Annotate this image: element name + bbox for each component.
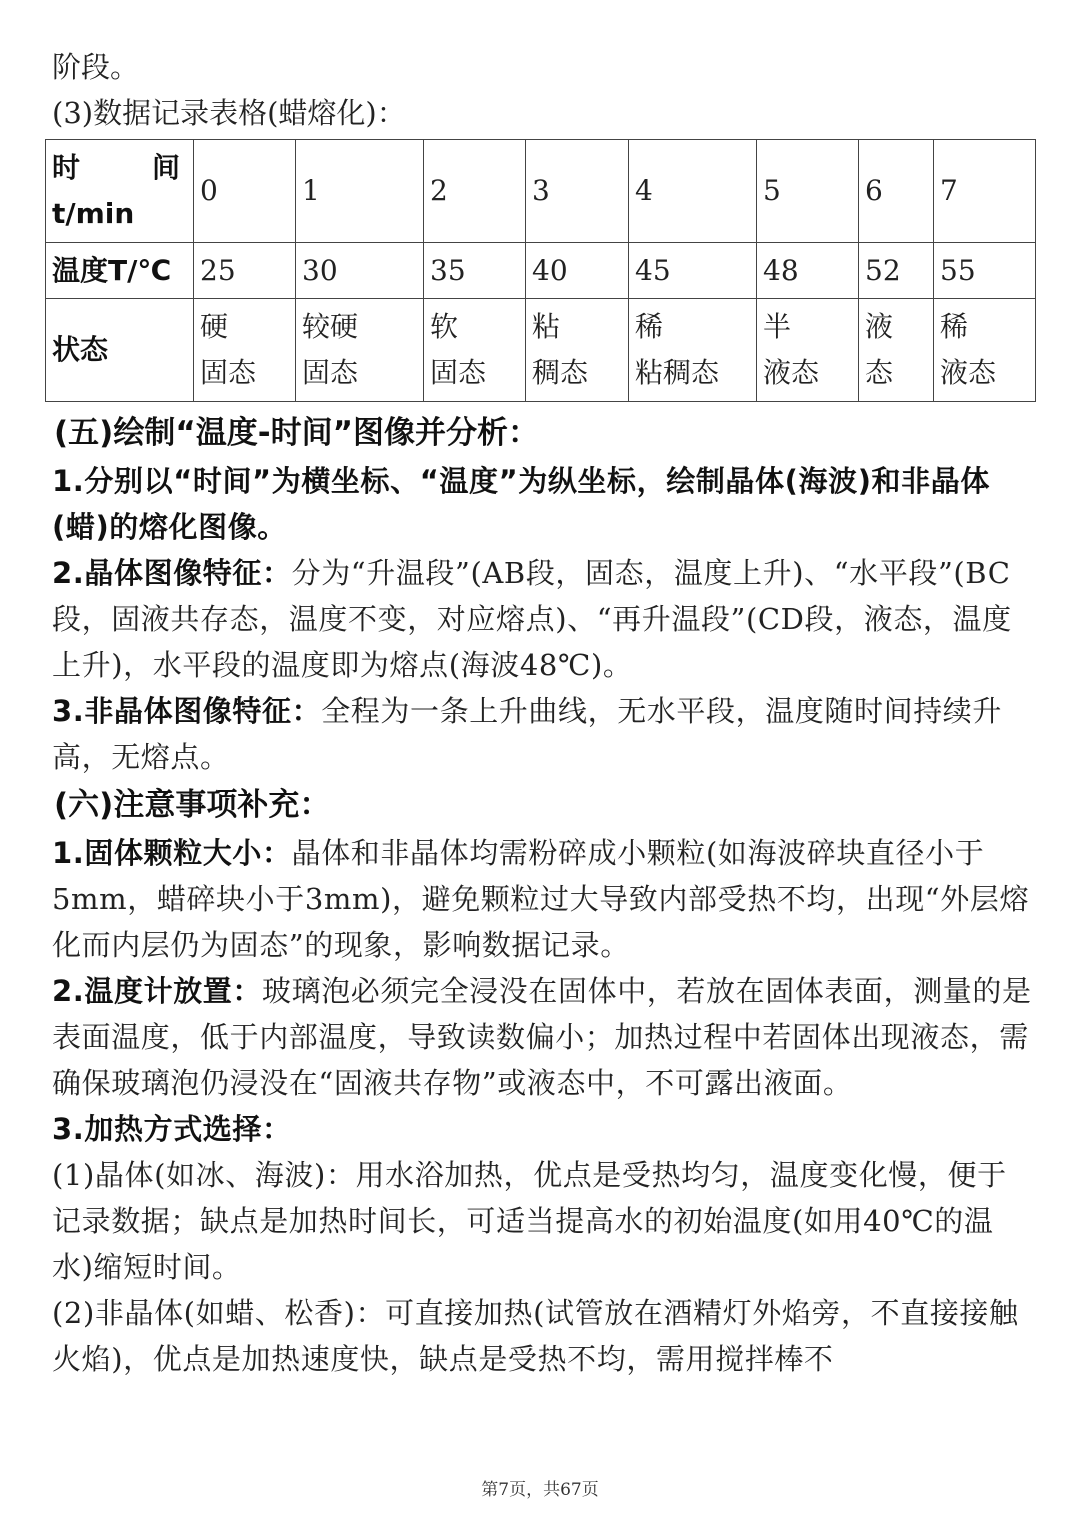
temperature-cell: 45 xyxy=(629,243,757,299)
section-5-title: (五)绘制“温度-时间”图像并分析： xyxy=(54,415,539,451)
time-header-char-2: 间 xyxy=(151,151,180,184)
point-label: 3.非晶体图像特征： xyxy=(52,694,322,728)
state-cell xyxy=(296,299,424,402)
time-cell: 3 xyxy=(526,140,629,243)
state-line-1: 半 xyxy=(763,310,792,343)
state-line-2: 固态 xyxy=(430,356,487,389)
point-text: 晶体和非晶体均需粉碎成小颗粒(如海波碎块直径小于5mm，蜡碎块小于3mm)，避免颗粒过大导致内部受热不均，出现“外层熔化而内层仍为固态”的现象，影响数据记录。 xyxy=(52,836,1030,962)
table-row-temperature xyxy=(46,243,1036,299)
temperature-header-cell: 温度T/℃ xyxy=(46,243,194,299)
state-line-2: 固态 xyxy=(200,356,257,389)
state-line-1: 液 xyxy=(865,310,894,343)
time-cell: 1 xyxy=(296,140,424,243)
point-label: 2.晶体图像特征： xyxy=(52,556,292,590)
state-line-1: 较硬 xyxy=(302,310,359,343)
state-line-1: 稀 xyxy=(940,310,969,343)
temperature-cell: 52 xyxy=(859,243,934,299)
state-header-cell: 状态 xyxy=(46,299,194,402)
state-cell xyxy=(757,299,859,402)
state-line-1: 粘 xyxy=(532,310,561,343)
table-row-state xyxy=(46,299,1036,402)
state-cell xyxy=(859,299,934,402)
state-cell xyxy=(194,299,296,402)
point-label: 1.固体颗粒大小： xyxy=(52,836,292,870)
temperature-cell: 48 xyxy=(757,243,859,299)
temperature-cell: 55 xyxy=(934,243,1036,299)
point-text: 分为“升温段”(AB段，固态，温度上升)、“水平段”(BC段，固液共存态，温度不变，对应熔点)、“再升温段”(CD段，液态，温度上升)，水平段的温度即为熔点(海波48℃)。 xyxy=(52,556,1012,682)
section-5-point-1: 1.分别以“时间”为横坐标、“温度”为纵坐标，绘制晶体(海波)和非晶体(蜡)的熔化图像。 xyxy=(52,464,990,544)
time-header-unit: t/min xyxy=(52,197,135,230)
document-page xyxy=(52,44,1034,1382)
section-6-subpoint-1: (1)晶体(如冰、海波)：用水浴加热，优点是受热均匀，温度变化慢，便于记录数据；缺点是加热时间长，可适当提高水的初始温度(如用40℃的温水)缩短时间。 xyxy=(52,1158,1007,1284)
point-text: 玻璃泡必须完全浸没在固体中，若放在固体表面，测量的是表面温度，低于内部温度，导致读数偏小；加热过程中若固体出现液态，需确保玻璃泡仍浸没在“固液共存物”或液态中，不可露出液面。 xyxy=(52,974,1032,1100)
table-title: (3)数据记录表格(蜡熔化)： xyxy=(52,96,406,130)
state-line-1: 软 xyxy=(430,310,459,343)
section-6-point-2 xyxy=(52,968,1034,1106)
point-text: 全程为一条上升曲线，无水平段，温度随时间持续升高，无熔点。 xyxy=(52,694,1003,774)
page-footer: 第7页，共67页 xyxy=(481,1480,599,1500)
state-line-1: 稀 xyxy=(635,310,664,343)
section-6-subpoint-2: (2)非晶体(如蜡、松香)：可直接加热(试管放在酒精灯外焰旁，不直接接触火焰)，优点是加热速度快，缺点是受热不均，需用搅拌棒不 xyxy=(52,1296,1019,1376)
temperature-cell: 25 xyxy=(194,243,296,299)
time-cell: 2 xyxy=(424,140,526,243)
section-6-point-1 xyxy=(52,830,1034,968)
time-header-cell xyxy=(46,140,194,243)
state-cell xyxy=(934,299,1036,402)
temperature-cell: 35 xyxy=(424,243,526,299)
point-label: 2.温度计放置： xyxy=(52,974,262,1008)
state-cell xyxy=(629,299,757,402)
section-6-point-3: 3.加热方式选择： xyxy=(52,1112,292,1146)
intro-line: 阶段。 xyxy=(52,50,140,84)
section-5-point-2 xyxy=(52,550,1034,688)
state-cell xyxy=(424,299,526,402)
time-cell: 5 xyxy=(757,140,859,243)
time-header-char-1: 时 xyxy=(52,151,81,184)
temperature-cell: 40 xyxy=(526,243,629,299)
state-line-2: 粘稠态 xyxy=(635,356,720,389)
state-line-1: 硬 xyxy=(200,310,229,343)
state-line-2: 态 xyxy=(865,356,894,389)
section-5-point-3 xyxy=(52,688,1034,780)
data-table xyxy=(45,139,1036,402)
state-line-2: 稠态 xyxy=(532,356,589,389)
table-row-time xyxy=(46,140,1036,243)
state-cell xyxy=(526,299,629,402)
state-line-2: 液态 xyxy=(940,356,997,389)
time-cell: 6 xyxy=(859,140,934,243)
time-cell: 0 xyxy=(194,140,296,243)
section-6-title: (六)注意事项补充： xyxy=(54,787,331,823)
time-cell: 7 xyxy=(934,140,1036,243)
time-cell: 4 xyxy=(629,140,757,243)
state-line-2: 液态 xyxy=(763,356,820,389)
temperature-cell: 30 xyxy=(296,243,424,299)
state-line-2: 固态 xyxy=(302,356,359,389)
